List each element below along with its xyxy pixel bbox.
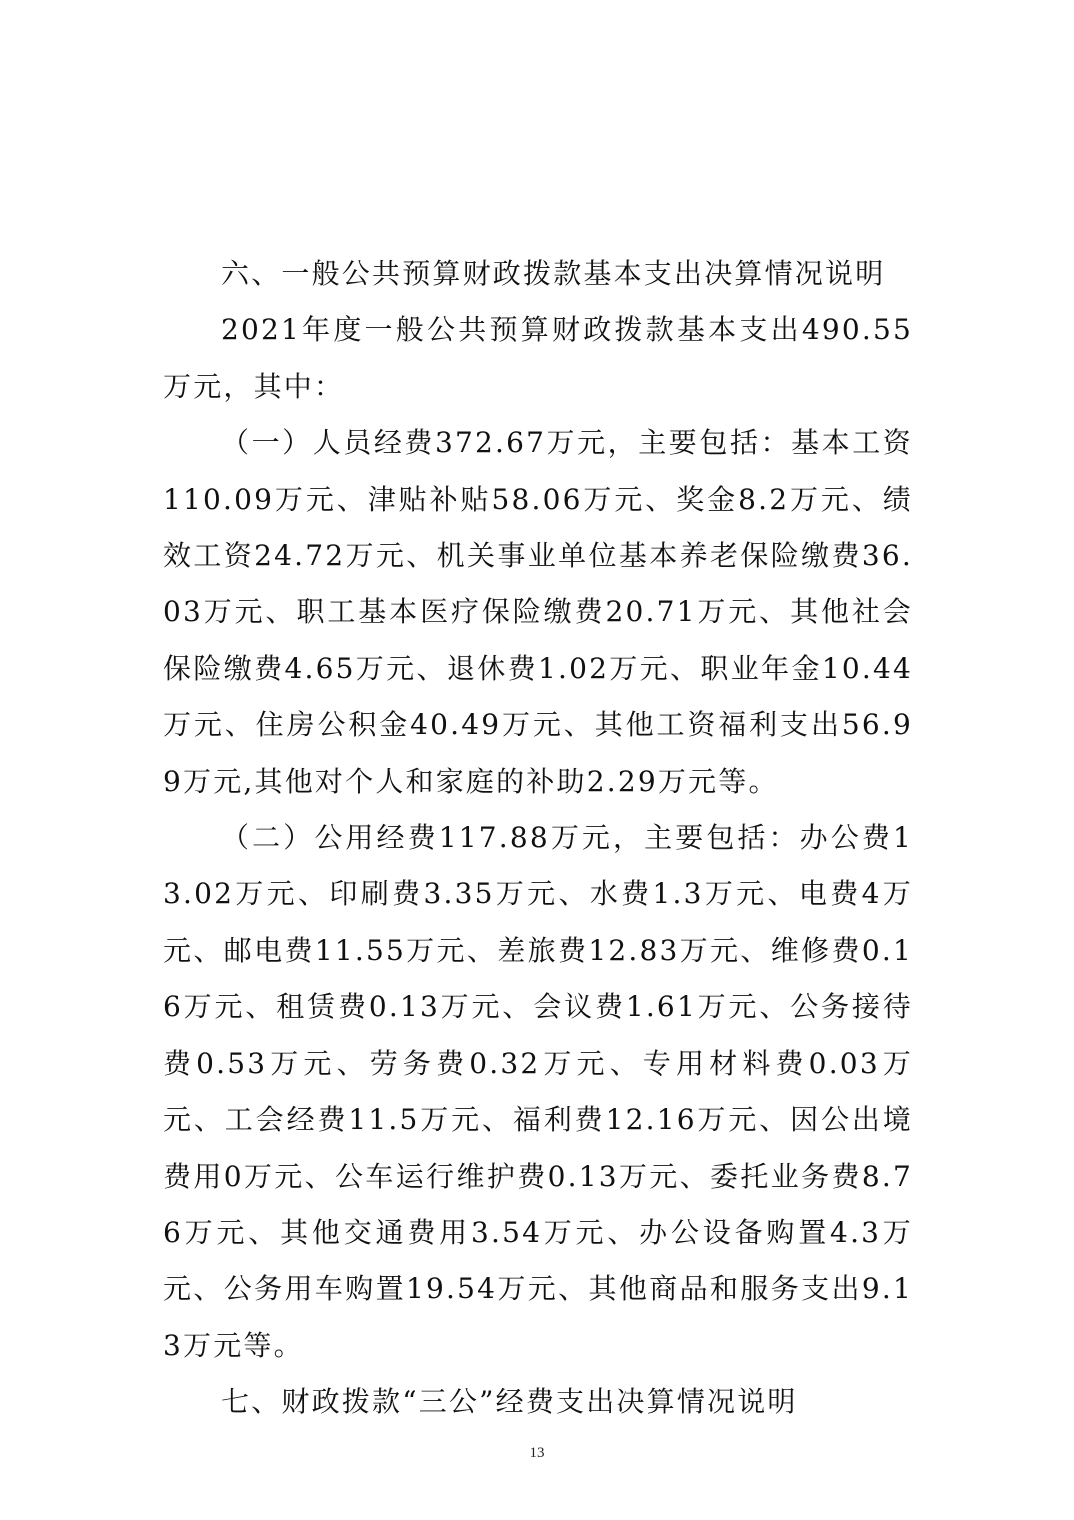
section-heading-seven: 七、财政拨款“三公”经费支出决算情况说明 bbox=[221, 1385, 798, 1419]
document-body bbox=[163, 246, 913, 1431]
section-heading-six: 六、一般公共预算财政拨款基本支出决算情况说明 bbox=[221, 257, 886, 290]
paragraph-basic-expenditure-total: 2021年度一般公共预算财政拨款基本支出490.55万元，其中： bbox=[163, 313, 913, 403]
paragraph-public-expenses: （二）公用经费117.88万元，主要包括：办公费13.02万元、印刷费3.35万元、水费1.3万元、电费4万元、邮电费11.55万元、差旅费12.83万元、维修费0.16万元、租赁费0.13万元、会议费1.61万元、公务接待费0.53万元、劳务费0.32万元、专用材料费0.03万元、工会经费11.5万元、福利费12.16万元、因公出境费用0万元、公车运行维护费0.13万元、委托业务费8.76万元、其他交通费用3.54万元、办公设备购置4.3万元、公务用车购置19.54万元、其他商品和服务支出9.13万元等。 bbox=[163, 821, 913, 1362]
paragraph-personnel-expenses: （一）人员经费372.67万元，主要包括：基本工资110.09万元、津贴补贴58.06万元、奖金8.2万元、绩效工资24.72万元、机关事业单位基本养老保险缴费36.03万元、职工基本医疗保险缴费20.71万元、其他社会保险缴费4.65万元、退休费1.02万元、职业年金10.44万元、住房公积金40.49万元、其他工资福利支出56.99万元,其他对个人和家庭的补助2.29万元等。 bbox=[163, 426, 913, 798]
page-number: 13 bbox=[529, 1445, 545, 1461]
